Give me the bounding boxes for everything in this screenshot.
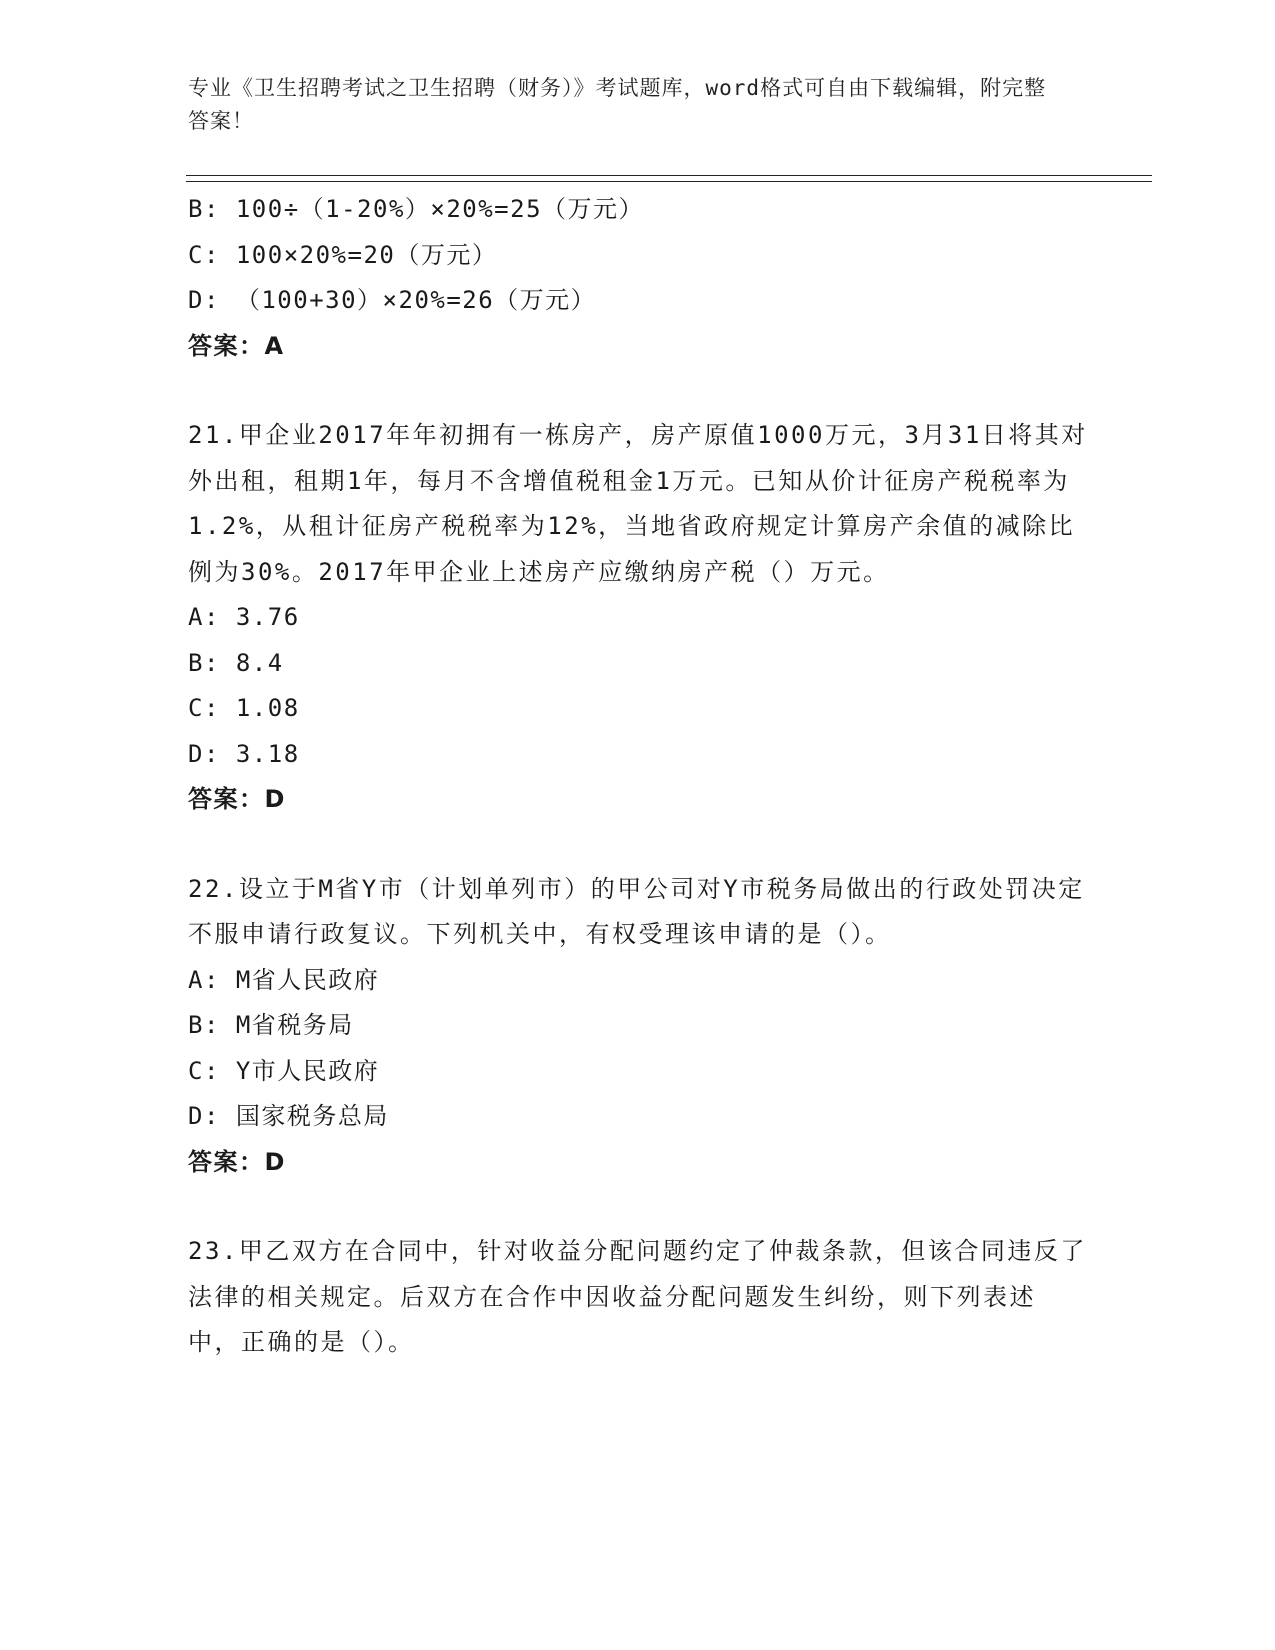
option-c: C: Y市人民政府 — [188, 1056, 380, 1085]
option-c: C: 100×20%=20（万元） — [188, 240, 498, 269]
question-text: 21.甲企业2017年年初拥有一栋房产，房产原值1000万元，3月31日将其对外出租，租期1年，每月不含增值税租金1万元。已知从价计征房产税税率为1.2%，从租计征房产税税率为12%，当地省政府规定计算房产余值的减除比例为30%。2017年甲企业上述房产应缴纳房产税（）万元。 — [188, 421, 1088, 586]
answer-label: 答案：D — [188, 785, 286, 813]
question-21 — [188, 413, 1088, 823]
option-a: A: M省人民政府 — [188, 965, 380, 994]
option-d: D: 国家税务总局 — [188, 1102, 389, 1130]
option-c: C: 1.08 — [188, 694, 300, 722]
option-b: B: M省税务局 — [188, 1011, 354, 1039]
option-d: D: 3.18 — [188, 739, 300, 768]
page-header: 专业《卫生招聘考试之卫生招聘（财务）》考试题库，word格式可自由下载编辑，附完整答案！ — [188, 76, 1047, 133]
answer-label: 答案：D — [188, 1147, 286, 1176]
question-text: 23.甲乙双方在合同中，针对收益分配问题约定了仲裁条款，但该合同违反了法律的相关规定。后双方在合作中因收益分配问题发生纠纷，则下列表述中，正确的是（）。 — [188, 1237, 1087, 1356]
option-a: A: 3.76 — [188, 603, 300, 631]
question-text: 22.设立于M省Y市（计划单列市）的甲公司对Y市税务局做出的行政处罚决定不服申请行政复议。下列机关中，有权受理该申请的是（）。 — [188, 874, 1085, 948]
option-b: B: 8.4 — [188, 648, 284, 677]
option-d: D: （100+30）×20%=26（万元） — [188, 286, 597, 314]
document-body — [188, 187, 1088, 1366]
question-20-tail — [188, 187, 1088, 369]
question-23 — [188, 1229, 1088, 1366]
option-b: B: 100÷（1-20%）×20%=25（万元） — [188, 195, 645, 223]
answer-label: 答案：A — [188, 331, 285, 360]
question-22 — [188, 867, 1088, 1186]
header-divider — [186, 175, 1152, 182]
